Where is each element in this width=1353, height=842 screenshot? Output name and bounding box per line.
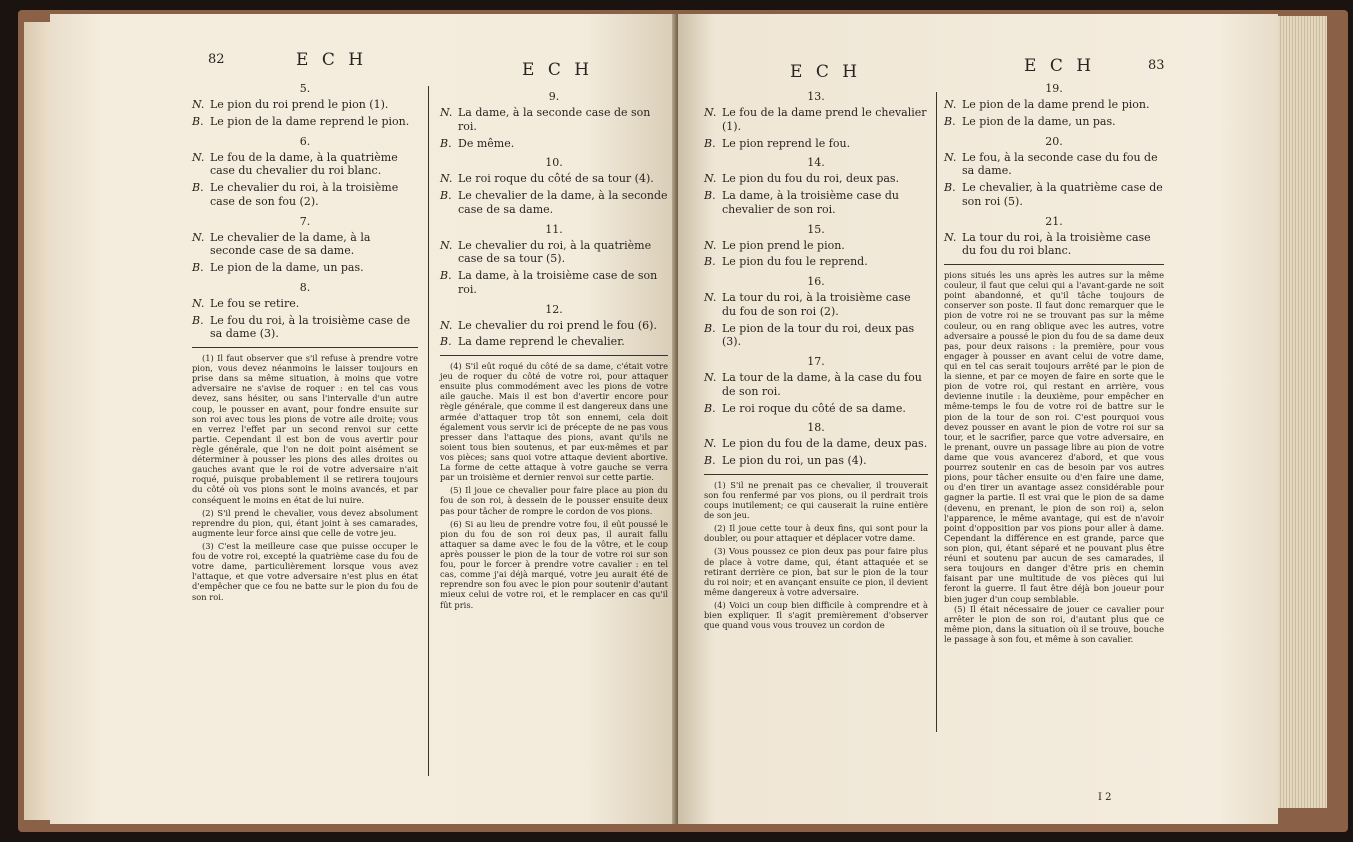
move-text: Le fou du roi, à la troisième case de sa dame (3).: [210, 313, 411, 341]
move-number: 5.: [299, 82, 311, 95]
left-header-1: E C H: [296, 50, 368, 70]
left-column-2: [440, 84, 668, 613]
move-line: [440, 106, 668, 134]
left-column-1: [192, 76, 418, 605]
move-text: Le roi roque du côté de sa dame.: [722, 401, 906, 415]
right-col1-notes: [704, 480, 928, 631]
signature-mark: I 2: [1098, 792, 1112, 803]
move-text: Le pion du fou de la dame, deux pas.: [722, 437, 928, 451]
left-col1-moves: [192, 82, 418, 341]
move-text: La dame, à la seconde case de son roi.: [458, 106, 651, 133]
move-line: [704, 189, 928, 217]
move-text: La tour du roi, à la troisième case du fou du roi blanc.: [962, 230, 1151, 258]
move-number: 10.: [545, 156, 563, 170]
move-line: [440, 319, 668, 333]
left-page: [50, 14, 678, 824]
right-col2-moves: [944, 82, 1164, 258]
move-line: [944, 181, 1164, 209]
move-line: [944, 231, 1164, 259]
move-number: 13.: [807, 90, 825, 103]
footnote: (2) S'il prend le chevalier, vous devez absolument reprendre du pion, qui, étant joint à ses camarades, augmente leur force ainsi que celle de votre jeu.: [192, 507, 418, 538]
move-number: 20.: [1045, 134, 1063, 148]
left-col1-notes: [192, 353, 418, 602]
move-line: [704, 291, 928, 319]
move-side-label: N.: [704, 291, 717, 304]
move-text: Le chevalier de la dame, à la seconde case de sa dame.: [210, 230, 371, 258]
move-side-label: N.: [440, 172, 453, 186]
right-column-2: [944, 76, 1164, 647]
move-side-label: N.: [192, 150, 205, 164]
move-number: 17.: [807, 355, 825, 368]
move-number: 7.: [299, 214, 311, 228]
move-text: Le fou de la dame prend le chevalier (1).: [722, 106, 927, 133]
move-text: La tour du roi, à la troisième case du fou de son roi (2).: [722, 291, 911, 318]
move-line: [192, 231, 418, 259]
move-number: 19.: [1045, 82, 1063, 95]
move-side-label: N.: [944, 150, 957, 164]
move-side-label: B.: [704, 189, 716, 202]
right-col1-rule: [704, 474, 928, 475]
move-number: 21.: [1045, 214, 1063, 228]
move-text: Le chevalier du roi, à la quatrième case de sa tour (5).: [458, 238, 652, 266]
move-line: [440, 172, 668, 186]
left-header-2: E C H: [522, 60, 594, 80]
move-line: [192, 98, 418, 112]
move-side-label: N.: [440, 238, 453, 252]
move-number: 14.: [807, 156, 825, 170]
move-text: La dame, à la troisième case de son roi.: [458, 269, 658, 296]
right-col2-rule: [944, 264, 1164, 265]
move-number: 8.: [299, 280, 311, 294]
right-col1-moves: [704, 90, 928, 468]
right-page-edges: [1275, 16, 1327, 808]
right-page: [678, 14, 1278, 824]
move-line: [440, 335, 668, 349]
footnote: (4) Voici un coup bien difficile à comprendre et à bien expliquer. Il s'agit premièrement d'observer que quand vous vous trouvez un cordon de: [704, 599, 928, 631]
move-number: 15.: [807, 222, 825, 236]
move-text: La tour de la dame, à la case du fou de son roi.: [722, 371, 922, 398]
move-line: [192, 181, 418, 209]
move-line: [704, 322, 928, 350]
right-column-divider: [936, 92, 937, 732]
left-col2-rule: [440, 355, 668, 356]
move-line: [192, 151, 418, 179]
move-line: [944, 115, 1164, 129]
footnote: (5) Il était nécessaire de jouer ce cavalier pour arrêter le pion de son roi, d'autant plus que ce même pion, dans la situation où il se trouve, bouche le passage à son fou, et même à son cavalier.: [944, 603, 1164, 644]
move-text: Le chevalier du roi, à la troisième case de son fou (2).: [210, 181, 399, 208]
footnote: (2) Il joue cette tour à deux fins, qui sont pour la doubler, ou pour attaquer et déplacer votre dame.: [704, 523, 928, 544]
move-side-label: B.: [192, 114, 204, 128]
footnote: (6) Si au lieu de prendre votre fou, il eût poussé le pion du fou de son roi deux pas, il aurait fallu attaquer sa dame avec le fou de la vôtre, et le coup après pousser le pion de la tour de votre roi sur son fou, pour le forcer à prendre votre cavalier : en tel cas, comme j'ai déjà marqué, votre jeu aurait été de reprendre son fou avec le pion pour soutenir d'autant mieux celui de votre roi, et le remplacer en cas qu'il fût pris.: [440, 518, 668, 610]
move-text: Le chevalier, à la quatrième case de son roi (5).: [962, 181, 1163, 208]
move-side-label: N.: [704, 106, 717, 119]
move-line: [704, 137, 928, 151]
move-side-label: N.: [704, 437, 717, 451]
move-text: Le fou se retire.: [210, 296, 300, 310]
right-header-1: E C H: [790, 62, 862, 82]
move-side-label: B.: [704, 321, 716, 335]
right-page-number: 83: [1148, 58, 1165, 73]
move-number: 11.: [545, 222, 563, 236]
move-side-label: N.: [704, 172, 717, 186]
move-text: Le pion du roi prend le pion (1).: [210, 98, 389, 111]
move-line: [192, 297, 418, 311]
move-side-label: B.: [440, 269, 452, 282]
move-text: Le pion prend le pion.: [722, 238, 845, 252]
move-side-label: N.: [944, 230, 957, 244]
right-col2-notes: [944, 270, 1164, 644]
move-text: Le chevalier de la dame, à la seconde case de sa dame.: [458, 189, 668, 216]
move-text: Le pion du fou du roi, deux pas.: [722, 172, 900, 186]
move-line: [192, 261, 418, 275]
move-side-label: N.: [944, 98, 957, 111]
move-side-label: B.: [192, 261, 204, 274]
left-column-divider: [428, 86, 429, 776]
move-text: Le fou de la dame, à la quatrième case du chevalier du roi blanc.: [210, 150, 398, 178]
move-line: [192, 314, 418, 342]
move-line: [704, 402, 928, 416]
move-side-label: N.: [440, 318, 453, 332]
move-text: Le roi roque du côté de sa tour (4).: [458, 172, 654, 186]
footnote: (1) S'il ne prenait pas ce chevalier, il trouverait son fou renfermé par vos pions, ou il perdrait trois coups inutilement; ce qui causerait la ruine entière de son jeu.: [704, 479, 928, 521]
move-line: [704, 239, 928, 253]
move-side-label: N.: [440, 106, 453, 119]
move-side-label: N.: [192, 98, 205, 111]
move-number: 18.: [807, 421, 825, 435]
move-side-label: B.: [944, 181, 956, 194]
move-text: Le chevalier du roi prend le fou (6).: [458, 318, 657, 332]
move-line: [440, 189, 668, 217]
move-side-label: N.: [704, 371, 717, 384]
move-line: [944, 151, 1164, 179]
move-side-label: B.: [704, 454, 716, 467]
right-header-2: E C H: [1024, 56, 1096, 76]
move-side-label: B.: [704, 136, 716, 150]
move-side-label: B.: [440, 189, 452, 202]
move-line: [944, 98, 1164, 112]
move-line: [704, 172, 928, 186]
move-side-label: N.: [704, 238, 717, 252]
move-text: Le pion de la dame prend le pion.: [962, 98, 1150, 111]
move-side-label: B.: [192, 313, 204, 327]
left-page-number: 82: [208, 52, 225, 67]
move-line: [440, 137, 668, 151]
move-side-label: B.: [192, 181, 204, 194]
move-text: La dame, à la troisième case du chevalier de son roi.: [722, 189, 899, 216]
move-text: La dame reprend le chevalier.: [458, 335, 625, 349]
move-line: [192, 115, 418, 129]
footnote: pions situés les uns après les autres sur la même couleur, il faut que celui qui a l'avant-garde ne soit point abandonné, et qu'il tâche toujours de conserver son poste. Il faut donc remarquer que le pion de votre roi ne se trouvant pas sur la même couleur, ou en rang oblique avec les autres, votre adversaire a poussé le pion du fou de sa dame deux pas, pour deux raisons : la première, pour vous engager à pousser en avant celui de votre dame, qui en tel cas serait toujours arrêté par le pion de la sienne, et par ce moyen de faire en sorte que le pion de votre roi, qui restant en arrière, vous devienne inutile : la deuxième, pour empêcher en même-temps le fou de votre roi de battre sur le pion de la tour de son roi. C'est pourquoi vous devez pousser en avant le pion de votre roi sur sa tour, et le sacrifier, parce que votre adversaire, en le prenant, ouvre un passage libre au pion de votre dame que vous avancerez d'abord, et que vous pourrez soutenir en cas de besoin par vos autres pions, pour tâcher ensuite ou d'en faire une dame, ou d'en tirer un avantage assez considérable pour gagner la partie. Il est vrai que le pion de sa dame (devenu, en prenant, le pion de son roi) a, selon l'apparence, le même avantage, qui est de n'avoir point d'opposition par vos pions pour aller à dame. Cependant la différence en est grande, parce que son pion, qui, étant séparé et ne pouvant plus être réuni et soutenu par aucun de ses camarades, il sera toujours en danger d'être pris en chemin faisant par une multitude de vos pièces qui lui feront la guerre. Il faut être déjà bon joueur pour bien juger d'un coup semblable.: [944, 270, 1164, 604]
move-side-label: N.: [192, 230, 205, 244]
move-side-label: B.: [944, 114, 956, 128]
move-number: 6.: [299, 134, 311, 148]
move-side-label: B.: [440, 335, 452, 349]
move-side-label: B.: [704, 255, 716, 269]
move-line: [704, 255, 928, 269]
move-text: De même.: [458, 136, 515, 150]
left-col1-rule: [192, 347, 418, 348]
move-line: [440, 269, 668, 297]
footnote: (3) C'est la meilleure case que puisse occuper le fou de votre roi, excepté la quatrième case du fou de votre dame, particulièrement lorsque vous avez l'attaque, et que votre adversaire n'est plus en état d'empêcher que ce fou ne batte sur le pion du fou de son roi.: [192, 540, 418, 602]
move-number: 16.: [807, 275, 825, 288]
footnote: (4) S'il eût roqué du côté de sa dame, c'était votre jeu de roquer du côté de votre roi, pour attaquer ensuite plus commodément avec les pions de votre aile gauche. Mais il est bon d'avertir encore pour règle générale, que comme il est dangereux dans une armée d'attaquer trop tôt son ennemi, cela doit également vous servir ici de précepte de ne pas vous presser dans l'attaque des pions, avant qu'ils ne soient tous bien soutenus, et par eux-mêmes et par vos pièces; sans quoi votre attaque devient abortive. La forme de cette attaque à votre gauche se verra par un troisième et dernier renvoi sur cette partie.: [440, 361, 668, 483]
move-text: Le pion de la dame reprend le pion.: [210, 114, 410, 128]
move-line: [440, 239, 668, 267]
footnote: (3) Vous poussez ce pion deux pas pour faire plus de place à votre dame, qui, étant attaquée et se retirant derrière ce pion, bat sur le pion de la tour du roi noir; et en avançant ensuite ce pion, il devient même dangereux à votre adversaire.: [704, 546, 928, 597]
move-number: 12.: [545, 302, 563, 316]
left-col2-moves: [440, 90, 668, 349]
right-column-1: [704, 84, 928, 633]
footnote: (5) Il joue ce chevalier pour faire place au pion du fou de son roi, à dessein de le pousser ensuite deux pas pour tâcher de rompre le cordon de vos pions.: [440, 485, 668, 516]
move-text: Le pion du roi, un pas (4).: [722, 454, 867, 467]
move-side-label: B.: [440, 136, 452, 150]
move-text: Le pion de la dame, un pas.: [210, 261, 364, 274]
move-text: Le pion reprend le fou.: [722, 136, 851, 150]
move-line: [704, 106, 928, 134]
move-side-label: N.: [192, 296, 205, 310]
move-text: Le pion du fou le reprend.: [722, 255, 868, 269]
move-line: [704, 371, 928, 399]
move-line: [704, 437, 928, 451]
footnote: (1) Il faut observer que s'il refuse à prendre votre pion, vous devez néanmoins le laisser toujours en prise dans sa même situation, à moins que votre adversaire ne s'avise de roquer : en tel cas vous devez, sans hésiter, ou sans l'intervalle d'un autre coup, le pousser en avant, pour fondre ensuite sur son roi avec tous les pions de votre aile droite; vous en verrez l'effet par un second renvoi sur cette partie. Cependant il est bon de vous avertir pour règle générale, que l'on ne doit point aisément se déterminer à pousser les pions des ailes droites ou gauches avant que le roi de votre adversaire n'ait roqué, puisque probablement il se retirera toujours du côté où vos pions sont le moins avancés, et par conséquent le moins en état de lui nuire.: [192, 353, 418, 505]
move-text: Le pion de la dame, un pas.: [962, 114, 1116, 128]
move-number: 9.: [548, 90, 560, 103]
move-text: Le pion de la tour du roi, deux pas (3).: [722, 321, 915, 349]
move-side-label: B.: [704, 401, 716, 415]
move-line: [704, 454, 928, 468]
left-col2-notes: [440, 361, 668, 610]
move-text: Le fou, à la seconde case du fou de sa dame.: [962, 150, 1158, 178]
